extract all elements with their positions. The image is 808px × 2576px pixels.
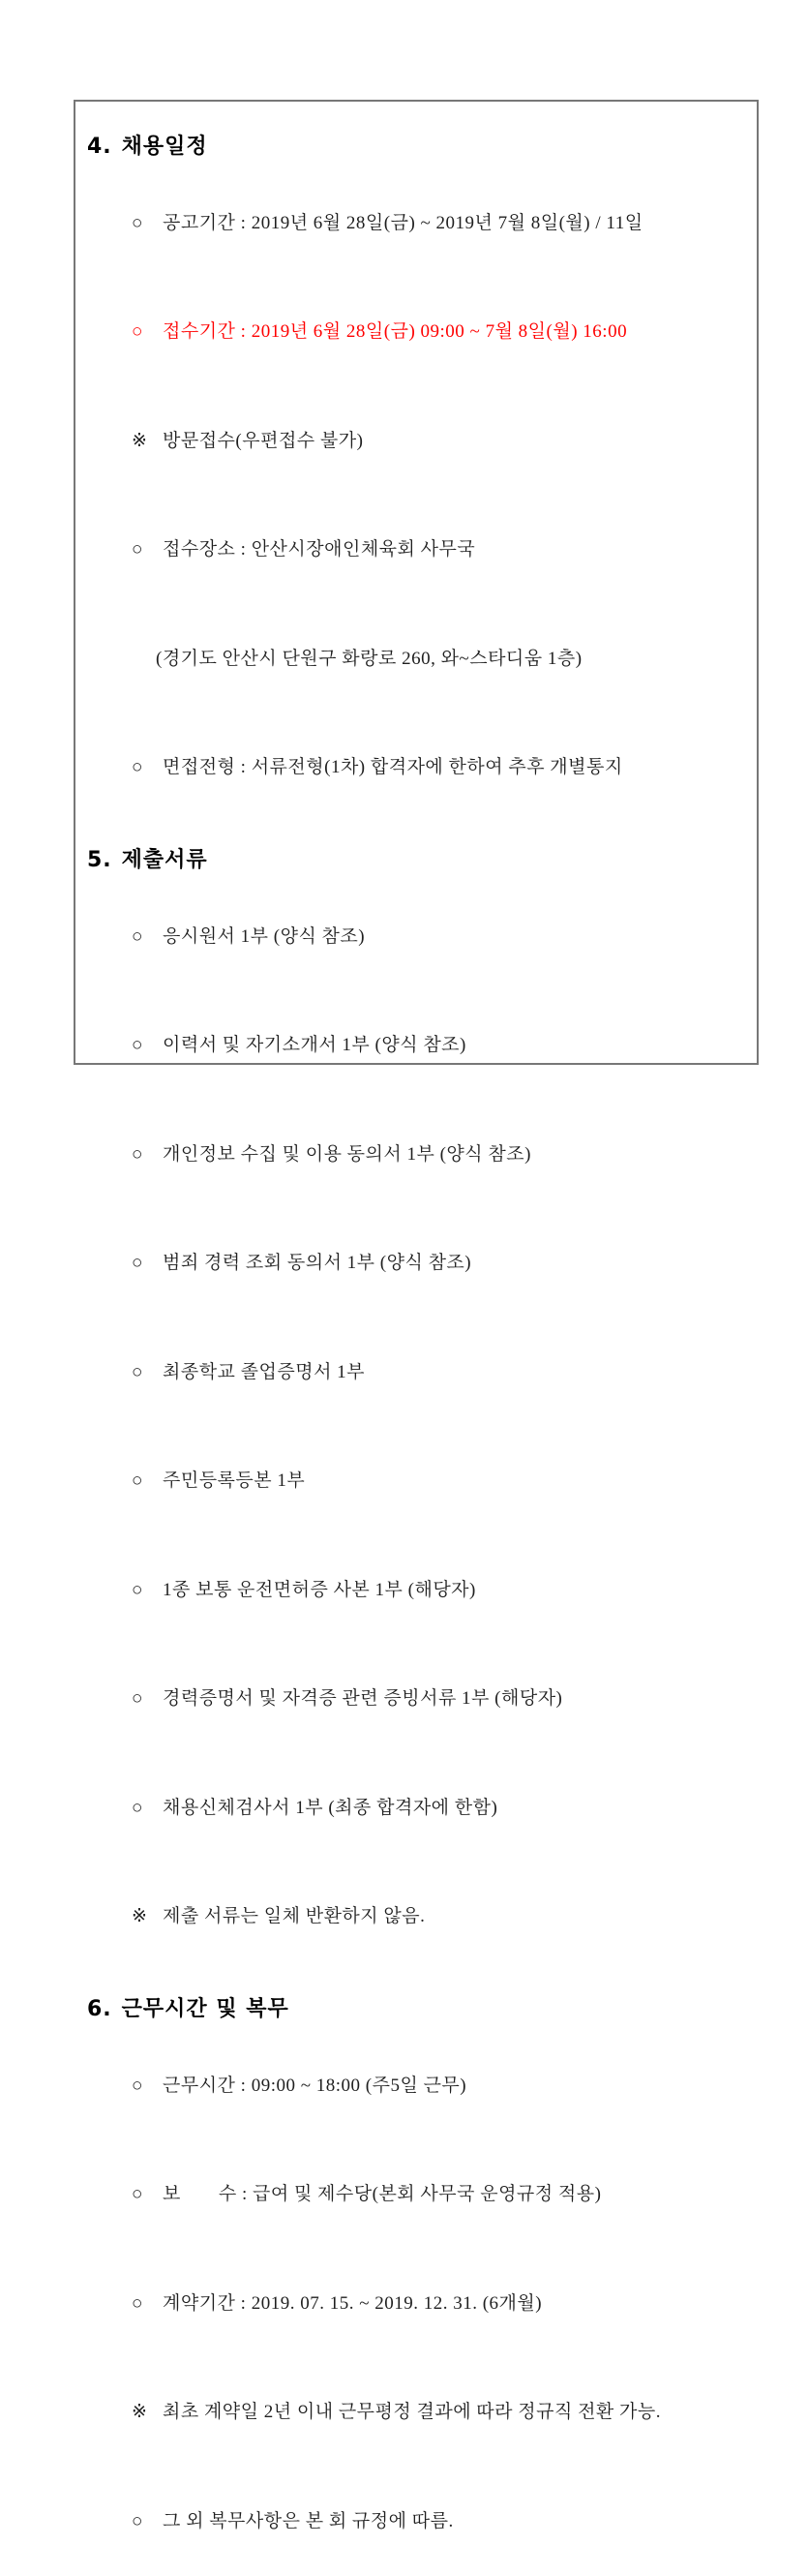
item-text: 채용신체검사서 1부 (최종 합격자에 한함) bbox=[163, 1797, 498, 1818]
item-bullet-icon: ○ bbox=[132, 1143, 143, 1165]
item-text: 접수기간 : 2019년 6월 28일(금) 09:00 ~ 7월 8일(월) 16:00 bbox=[163, 321, 628, 342]
list-item bbox=[87, 1753, 747, 1863]
section-title-text: 제출서류 bbox=[121, 848, 208, 872]
document-section bbox=[87, 847, 747, 1971]
item-bullet-icon: ○ bbox=[132, 1253, 143, 1273]
list-item bbox=[87, 2358, 747, 2468]
item-text: 최종학교 졸업증명서 1부 bbox=[163, 1361, 366, 1382]
list-item bbox=[87, 2031, 747, 2140]
section-items bbox=[87, 2031, 747, 2576]
document-border-box bbox=[74, 100, 759, 2531]
item-text: 이력서 및 자기소개서 1부 (양식 참조) bbox=[163, 1035, 466, 1055]
list-item bbox=[87, 1863, 747, 1972]
item-text: 공고기간 : 2019년 6월 28일(금) ~ 2019년 7월 8일(월) / 11일 bbox=[163, 212, 643, 233]
item-text: 응시원서 1부 (양식 참조) bbox=[163, 925, 366, 947]
list-item bbox=[87, 2140, 747, 2250]
item-bullet-icon: ○ bbox=[132, 1035, 143, 1055]
section-title-text: 근무시간 및 복무 bbox=[121, 1997, 289, 2021]
item-bullet-icon: ○ bbox=[132, 2292, 143, 2314]
list-item bbox=[87, 1427, 747, 1536]
list-item bbox=[87, 168, 747, 278]
list-item bbox=[87, 1209, 747, 1318]
list-item bbox=[87, 496, 747, 605]
item-text: 접수장소 : 안산시장애인체육회 사무국 bbox=[163, 539, 476, 560]
section-number: 6. bbox=[87, 1997, 112, 2021]
item-bullet-icon: ○ bbox=[132, 2184, 143, 2204]
item-bullet-icon: ○ bbox=[132, 321, 143, 342]
item-bullet-icon: ○ bbox=[132, 1579, 143, 1600]
section-items bbox=[87, 168, 747, 822]
list-item bbox=[87, 2467, 747, 2576]
item-bullet-icon: ※ bbox=[132, 1906, 148, 1926]
list-item bbox=[87, 1318, 747, 1427]
list-item bbox=[87, 2249, 747, 2358]
item-text: 그 외 복무사항은 본 회 규정에 따름. bbox=[163, 2510, 454, 2531]
section-number: 4. bbox=[87, 135, 112, 159]
item-text: 1종 보통 운전면허증 사본 1부 (해당자) bbox=[163, 1579, 476, 1600]
item-text: 주민등록등본 1부 bbox=[163, 1470, 306, 1491]
section-title-text: 채용일정 bbox=[121, 135, 208, 159]
item-bullet-icon: ○ bbox=[132, 925, 143, 947]
document-section bbox=[87, 1996, 747, 2576]
item-text: 제출 서류는 일체 반환하지 않음. bbox=[163, 1906, 426, 1926]
item-bullet-icon: ○ bbox=[132, 1361, 143, 1382]
item-text: 보 수 : 급여 및 제수당(본회 사무국 운영규정 적용) bbox=[163, 2184, 602, 2204]
item-bullet-icon: ※ bbox=[132, 430, 148, 451]
item-text: 최초 계약일 2년 이내 근무평정 결과에 따라 정규직 전환 가능. bbox=[163, 2402, 661, 2422]
item-bullet-icon: ○ bbox=[132, 2510, 143, 2531]
document-body bbox=[87, 134, 747, 2576]
item-bullet-icon: ○ bbox=[132, 212, 143, 233]
item-text: 면접전형 : 서류전형(1차) 합격자에 한하여 추후 개별통지 bbox=[163, 757, 623, 777]
section-title bbox=[87, 847, 747, 874]
item-text: 범죄 경력 조회 동의서 1부 (양식 참조) bbox=[163, 1253, 472, 1273]
item-bullet-icon: ○ bbox=[132, 539, 143, 560]
list-item bbox=[87, 604, 747, 713]
list-item bbox=[87, 713, 747, 823]
item-bullet-icon: ※ bbox=[132, 2402, 148, 2422]
list-item bbox=[87, 386, 747, 496]
item-text: 방문접수(우편접수 불가) bbox=[163, 430, 364, 451]
section-title bbox=[87, 134, 747, 161]
section-title bbox=[87, 1996, 747, 2023]
item-bullet-icon: ○ bbox=[132, 1797, 143, 1818]
item-text: 개인정보 수집 및 이용 동의서 1부 (양식 참조) bbox=[163, 1143, 531, 1165]
item-text: (경기도 안산시 단원구 화랑로 260, 와~스타디움 1층) bbox=[156, 648, 583, 669]
list-item bbox=[87, 1645, 747, 1754]
section-items bbox=[87, 882, 747, 1971]
list-item bbox=[87, 1100, 747, 1209]
section-number: 5. bbox=[87, 848, 112, 872]
item-bullet-icon: ○ bbox=[132, 2075, 143, 2096]
item-bullet-icon: ○ bbox=[132, 757, 143, 777]
item-bullet-icon: ○ bbox=[132, 1470, 143, 1491]
list-item bbox=[87, 991, 747, 1101]
item-text: 근무시간 : 09:00 ~ 18:00 (주5일 근무) bbox=[163, 2075, 467, 2096]
item-text: 계약기간 : 2019. 07. 15. ~ 2019. 12. 31. (6개월) bbox=[163, 2292, 543, 2314]
list-item bbox=[87, 882, 747, 991]
list-item bbox=[87, 1535, 747, 1645]
document-section bbox=[87, 134, 747, 822]
item-text: 경력증명서 및 자격증 관련 증빙서류 1부 (해당자) bbox=[163, 1688, 563, 1709]
item-bullet-icon: ○ bbox=[132, 1688, 143, 1709]
list-item bbox=[87, 278, 747, 387]
